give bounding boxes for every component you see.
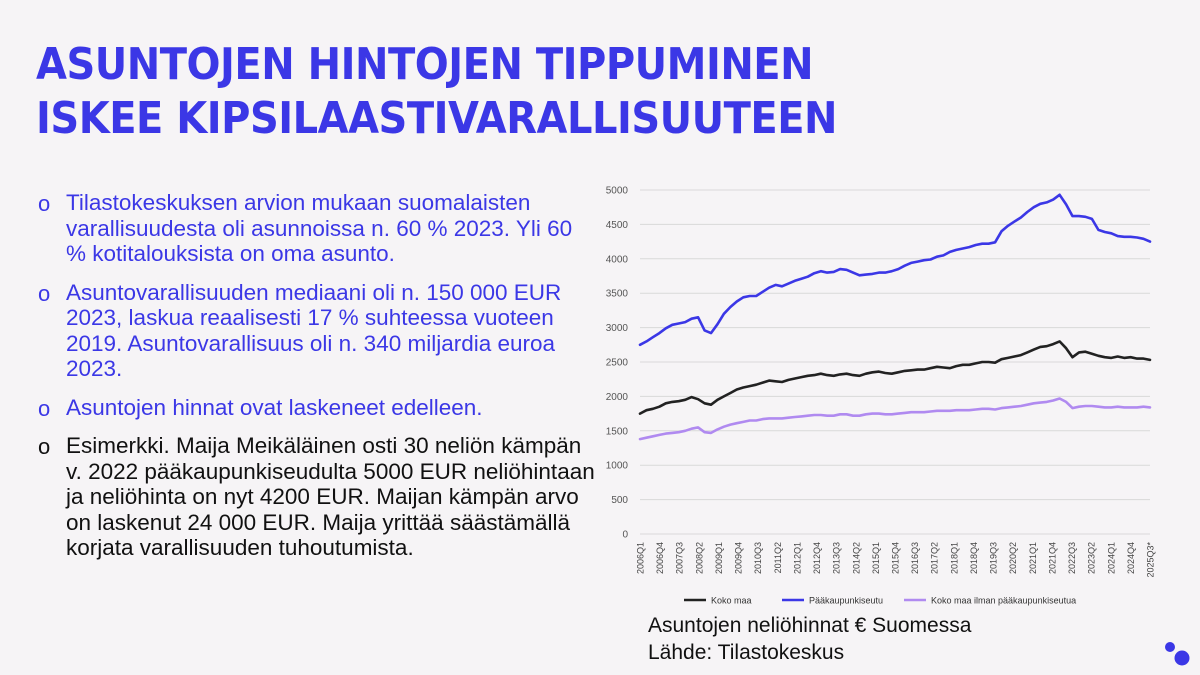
y-tick-label: 2500 bbox=[605, 357, 628, 369]
bullet-marker-icon: o bbox=[38, 395, 51, 421]
bullet-marker-icon: o bbox=[38, 434, 51, 459]
series-line-ilman-pks bbox=[640, 399, 1150, 440]
page-title bbox=[36, 38, 1156, 146]
x-tick-label: 2024Q4 bbox=[1125, 542, 1136, 575]
x-tick-label: 2006Q4 bbox=[655, 542, 666, 575]
x-tick-label: 2009Q1 bbox=[713, 542, 724, 575]
x-tick-label: 2014Q2 bbox=[851, 542, 862, 575]
legend-ilman-pks-label: Koko maa ilman pääkaupunkiseutua bbox=[931, 595, 1077, 606]
bullet-marker-icon: o bbox=[38, 280, 51, 306]
x-tick-label: 2010Q3 bbox=[753, 542, 764, 575]
brand-logo-icon bbox=[1164, 640, 1190, 666]
y-tick-label: 4000 bbox=[605, 254, 628, 266]
x-tick-label: 2020Q2 bbox=[1008, 542, 1019, 575]
series-line-koko-maa bbox=[640, 341, 1150, 413]
title-line-2: ISKEE KIPSILAASTIVARALLISUUTEEN bbox=[36, 94, 838, 144]
y-tick-label: 1500 bbox=[605, 426, 628, 438]
x-tick-label: 2006Q1 bbox=[635, 542, 646, 575]
x-tick-label: 2012Q1 bbox=[792, 542, 803, 575]
caption-source: Lähde: Tilastokeskus bbox=[648, 641, 845, 664]
bullet-text: Tilastokeskuksen arvion mukaan suomalaisten varallisuudesta oli asunnoissa n. 60 % 2023. Yli 60 % kotitalouksista on oma asunto. bbox=[66, 190, 573, 266]
y-tick-label: 3500 bbox=[605, 288, 628, 300]
x-tick-label: 2011Q2 bbox=[772, 542, 783, 574]
bullet-item-example bbox=[36, 433, 596, 561]
x-tick-label: 2008Q2 bbox=[694, 542, 705, 575]
y-tick-label: 1000 bbox=[605, 460, 628, 472]
x-tick-label: 2024Q1 bbox=[1106, 542, 1117, 575]
x-tick-label: 2016Q3 bbox=[910, 542, 921, 575]
bullet-text: Esimerkki. Maija Meikäläinen osti 30 neliön kämpän v. 2022 pääkaupunkiseudulta 5000 EUR neliöhintaan ja neliöhinta on nyt 4200 EUR. Maijan kämpän arvo on laskenut 24 000 EUR. Maija yrittää säästämällä korjata varallisuuden tuhoutumista. bbox=[66, 433, 595, 560]
bullet-item-wealth-share bbox=[36, 190, 596, 267]
bullet-text: Asuntojen hinnat ovat laskeneet edelleen. bbox=[66, 394, 483, 420]
y-tick-label: 500 bbox=[611, 495, 628, 507]
x-tick-label: 2019Q3 bbox=[988, 542, 999, 575]
legend-paakaupunkiseutu-label: Pääkaupunkiseutu bbox=[809, 595, 884, 606]
price-chart bbox=[596, 178, 1176, 616]
x-tick-label: 2023Q2 bbox=[1086, 542, 1097, 575]
y-tick-label: 4500 bbox=[605, 219, 628, 231]
y-tick-label: 3000 bbox=[605, 323, 628, 335]
bullet-marker-icon: o bbox=[38, 191, 51, 216]
y-tick-label: 5000 bbox=[605, 185, 628, 197]
x-tick-label: 2018Q1 bbox=[949, 542, 960, 575]
x-tick-label: 2018Q4 bbox=[968, 542, 979, 575]
y-tick-label: 0 bbox=[622, 529, 628, 541]
x-tick-label: 2022Q3 bbox=[1067, 542, 1078, 575]
x-tick-label: 2007Q3 bbox=[674, 542, 685, 575]
x-tick-label: 2017Q2 bbox=[929, 542, 940, 575]
caption-title: Asuntojen neliöhinnat € Suomessa bbox=[648, 614, 972, 637]
x-tick-label: 2009Q4 bbox=[733, 542, 744, 575]
x-tick-label: 2021Q4 bbox=[1047, 542, 1058, 575]
x-tick-label: 2015Q4 bbox=[890, 542, 901, 575]
x-tick-label: 2025Q3* bbox=[1145, 542, 1156, 578]
chart-caption bbox=[648, 612, 971, 666]
x-tick-label: 2015Q1 bbox=[870, 542, 881, 575]
title-line-1: ASUNTOJEN HINTOJEN TIPPUMINEN bbox=[36, 40, 814, 90]
y-tick-label: 2000 bbox=[605, 391, 628, 403]
bullet-item-prices-fallen bbox=[36, 395, 596, 421]
x-tick-label: 2013Q3 bbox=[831, 542, 842, 575]
bullet-item-median-wealth bbox=[36, 280, 596, 382]
series-line-paakaupunkiseutu bbox=[640, 195, 1150, 345]
x-tick-label: 2012Q4 bbox=[812, 542, 823, 575]
x-tick-label: 2021Q1 bbox=[1027, 542, 1038, 575]
bullet-text: Asuntovarallisuuden mediaani oli n. 150 000 EUR 2023, laskua reaalisesti 17 % suhteessa vuoteen 2019. Asuntovarallisuus oli n. 340 miljardia euroa 2023. bbox=[66, 279, 562, 381]
legend-koko-maa-label: Koko maa bbox=[711, 595, 752, 606]
price-chart-svg bbox=[596, 178, 1176, 616]
bullet-list bbox=[36, 190, 596, 574]
